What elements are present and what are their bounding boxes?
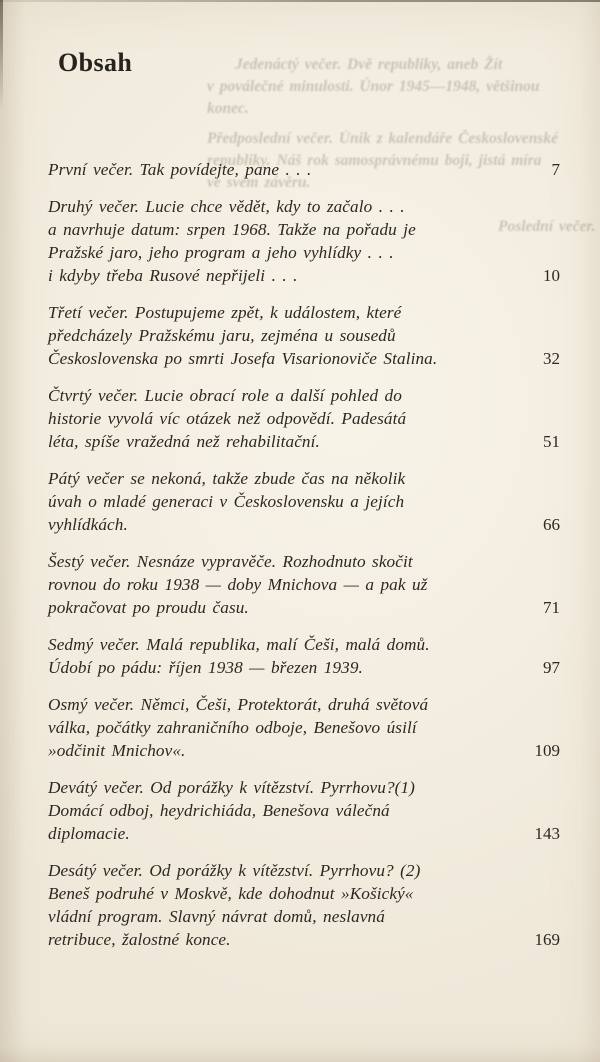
toc-entry-line: retribuce, žalostné konce. xyxy=(48,930,231,949)
toc-entry-line: Čtvrtý večer. Lucie obrací role a další pohled do xyxy=(48,386,402,405)
toc-entry-line: Devátý večer. Od porážky k vítězství. Pyrrhovu?(1) xyxy=(48,778,415,797)
page-title: Obsah xyxy=(58,48,133,77)
toc-entry-page-number: 143 xyxy=(534,824,560,843)
toc-entry-text xyxy=(48,301,460,370)
bleedthrough-line: konec. xyxy=(207,100,249,117)
toc-entry-text xyxy=(48,550,460,619)
toc-entry-line: léta, spíše vražedná než rehabilitační. xyxy=(48,432,320,451)
toc-entry xyxy=(48,467,560,536)
toc-entry-page-number: 10 xyxy=(543,266,560,285)
toc-entry-line: První večer. Tak povídejte, pane . . . xyxy=(48,160,312,179)
toc-entry-text xyxy=(48,633,460,679)
toc-entry xyxy=(48,301,560,370)
toc-entry xyxy=(48,776,560,845)
toc-entry-page-number: 169 xyxy=(534,930,560,949)
toc-entry xyxy=(48,633,560,679)
toc-entry-line: Sedmý večer. Malá republika, malí Češi, malá domů. xyxy=(48,635,430,654)
toc-entry-line: i kdyby třeba Rusové nepřijeli . . . xyxy=(48,266,298,285)
toc-entry-line: Pražské jaro, jeho program a jeho vyhlídky . . . xyxy=(48,243,394,262)
toc-entry-page-number: 51 xyxy=(543,432,560,451)
toc-entry-line: úvah o mladé generaci v Československu a jejích xyxy=(48,492,405,511)
toc-entry-line: »odčinit Mnichov«. xyxy=(48,741,186,760)
toc-entry-line: historie vyvolá víc otázek než odpovědí. Padesátá xyxy=(48,409,407,428)
bleedthrough-text-block xyxy=(207,54,540,120)
bleedthrough-line: Jedenáctý večer. Dvě republiky, aneb Žít xyxy=(235,56,503,73)
toc-entry-text xyxy=(48,859,460,951)
toc-entry xyxy=(48,859,560,951)
toc-entry-line: Beneš podruhé v Moskvě, kde dohodnut »Košický« xyxy=(48,884,414,903)
toc-entry-line: diplomacie. xyxy=(48,824,130,843)
bleedthrough-line: republiky. Náš rok samosprávnému boji, jistá míra xyxy=(207,152,542,169)
toc-entry-line: Druhý večer. Lucie chce vědět, kdy to začalo . . . xyxy=(48,197,405,216)
toc-entry-line: vládní program. Slavný návrat domů, neslavná xyxy=(48,907,385,926)
table-of-contents xyxy=(48,158,560,965)
toc-entry xyxy=(48,693,560,762)
toc-entry-line: Pátý večer se nekoná, takže zbude čas na několik xyxy=(48,469,406,488)
bleedthrough-line: ve svém závěru. xyxy=(207,174,311,191)
toc-entry-line: Šestý večer. Nesnáze vypravěče. Rozhodnuto skočit xyxy=(48,552,413,571)
toc-entry xyxy=(48,550,560,619)
toc-entry-line: Domácí odboj, heydrichiáda, Benešova válečná xyxy=(48,801,390,820)
toc-entry-text xyxy=(48,384,460,453)
toc-entry-line: Třetí večer. Postupujeme zpět, k událostem, které xyxy=(48,303,402,322)
toc-entry-text xyxy=(48,693,460,762)
bleedthrough-line: Poslední večer. xyxy=(498,218,596,235)
toc-entry xyxy=(48,384,560,453)
toc-entry xyxy=(48,158,560,181)
toc-entry-line: Československa po smrti Josefa Visarionoviče Stalina. xyxy=(48,349,438,368)
toc-entry-line: vyhlídkách. xyxy=(48,515,128,534)
bleedthrough-line: Předposlední večer. Únik z kalendáře Československé xyxy=(207,130,558,147)
toc-entry-page-number: 109 xyxy=(534,741,560,760)
toc-entry-line: pokračovat po proudu času. xyxy=(48,598,249,617)
toc-entry-page-number: 7 xyxy=(551,160,560,179)
toc-entry-line: předcházely Pražskému jaru, zejména u sousedů xyxy=(48,326,396,345)
scan-top-edge-shadow xyxy=(0,0,600,2)
toc-entry-line: a navrhuje datum: srpen 1968. Takže na pořadu je xyxy=(48,220,416,239)
toc-entry-text xyxy=(48,776,460,845)
toc-entry-line: Osmý večer. Němci, Češi, Protektorát, druhá světová xyxy=(48,695,429,714)
toc-entry-text xyxy=(48,158,460,181)
toc-entry xyxy=(48,195,560,287)
scan-left-edge-shadow xyxy=(0,0,3,110)
toc-entry-line: Údobí po pádu: říjen 1938 — březen 1939. xyxy=(48,658,363,677)
toc-entry-text xyxy=(48,195,460,287)
toc-entry-line: rovnou do roku 1938 — doby Mnichova — a pak už xyxy=(48,575,428,594)
toc-entry-line: Desátý večer. Od porážky k vítězství. Pyrrhovu? (2) xyxy=(48,861,421,880)
toc-entry-page-number: 66 xyxy=(543,515,560,534)
toc-entry-page-number: 71 xyxy=(543,598,560,617)
toc-entry-page-number: 97 xyxy=(543,658,560,677)
toc-entry-line: válka, počátky zahraničního odboje, Benešovo úsilí xyxy=(48,718,417,737)
toc-entry-page-number: 32 xyxy=(543,349,560,368)
bleedthrough-line: v poválečné minulosti. Únor 1945—1948, většinou xyxy=(207,78,540,95)
toc-entry-text xyxy=(48,467,460,536)
